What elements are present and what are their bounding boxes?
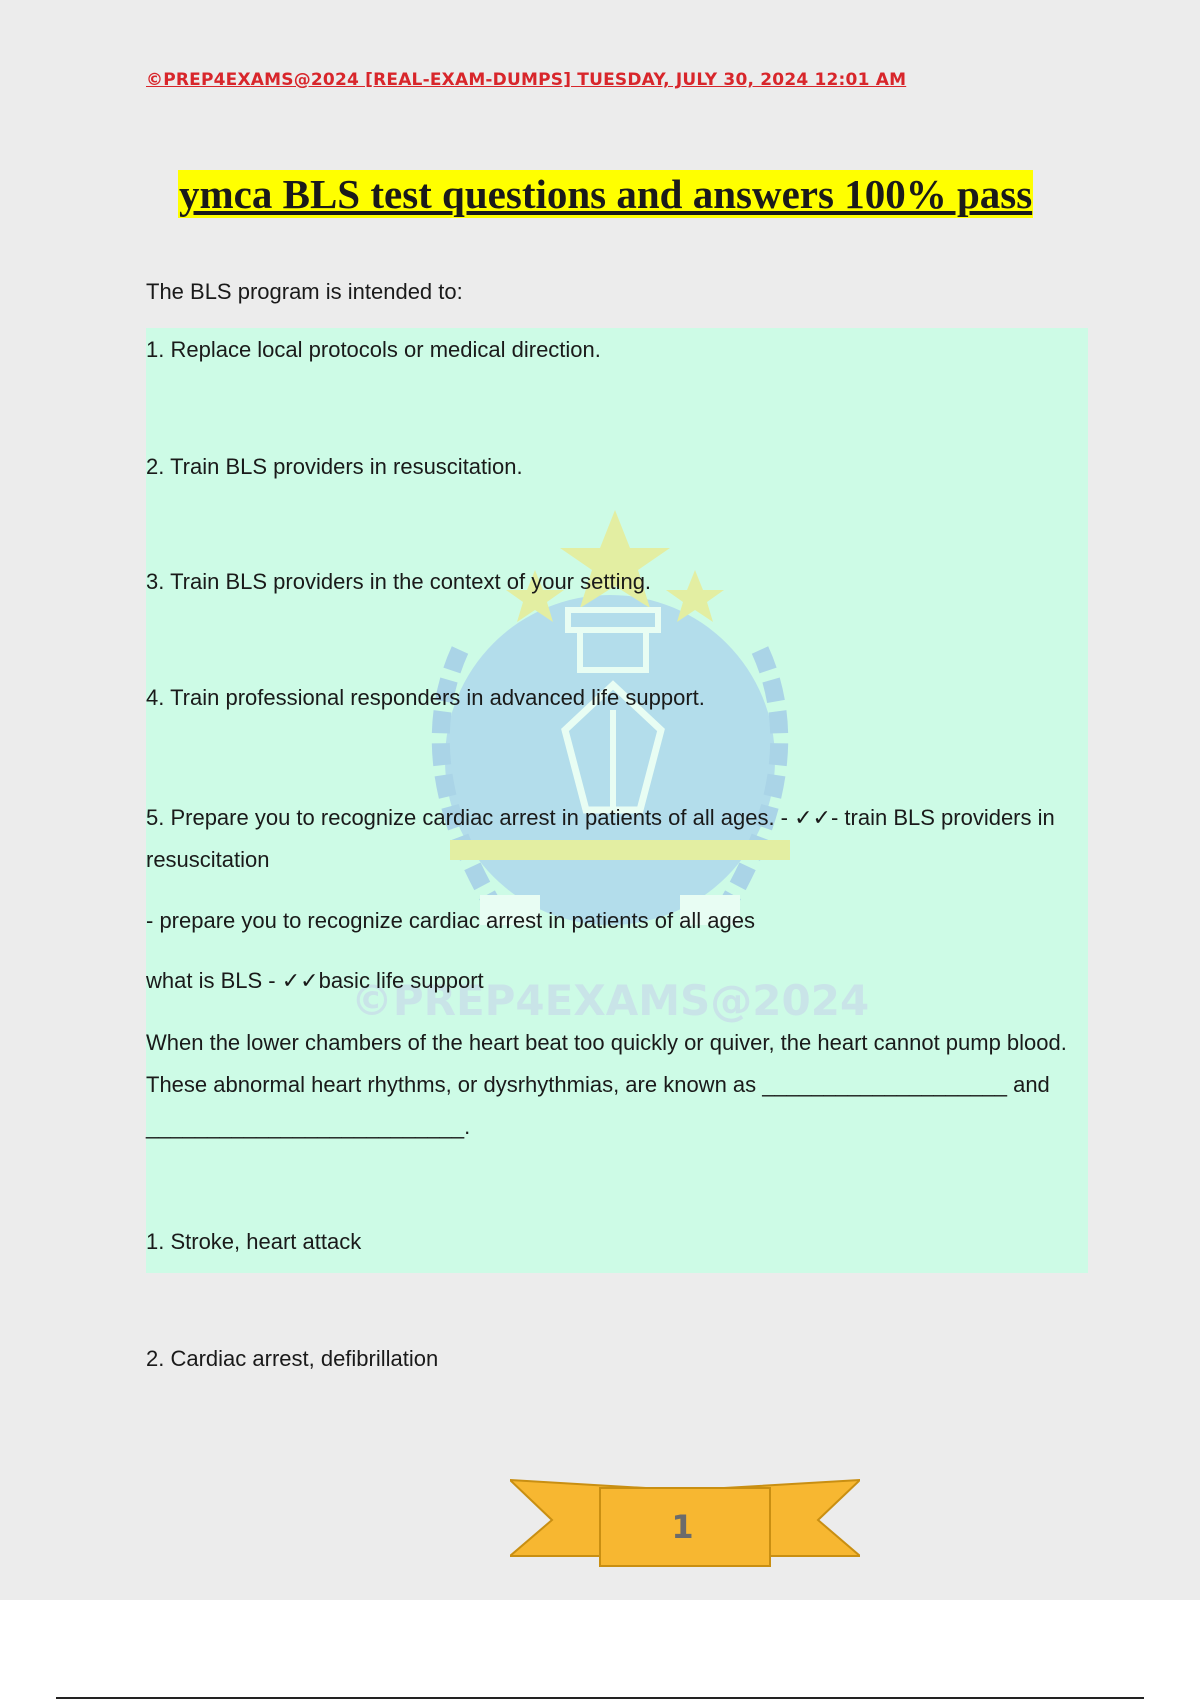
question-1-prompt: The BLS program is intended to: — [146, 279, 463, 304]
page-number: 1 — [671, 1508, 694, 1546]
watermark-text: ©PREP4EXAMS@2024 — [350, 976, 870, 1025]
next-page-edge — [0, 1600, 1200, 1700]
q1-option-5-with-answer: 5. Prepare you to recognize cardiac arrest in patients of all ages. - ✓✓- train BLS providers in resuscitation — [146, 805, 1055, 872]
q1-option-3: 3. Train BLS providers in the context of your setting. — [146, 569, 652, 594]
q3-option-1: 1. Stroke, heart attack — [146, 1229, 362, 1254]
q3-option-2: 2. Cardiac arrest, defibrillation — [146, 1346, 439, 1371]
document-title: ymca BLS test questions and answers 100% pass — [179, 171, 1033, 217]
q1-option-2: 2. Train BLS providers in resuscitation. — [146, 454, 523, 479]
q1-option-1: 1. Replace local protocols or medical direction. — [146, 337, 601, 362]
document-header: ©PREP4EXAMS@2024 [REAL-EXAM-DUMPS] TUESDAY, JULY 30, 2024 12:01 AM — [146, 70, 907, 90]
page-divider — [56, 1697, 1144, 1699]
question-2: what is BLS - ✓✓basic life support — [146, 968, 484, 993]
question-3-prompt: When the lower chambers of the heart beat too quickly or quiver, the heart cannot pump blood. These abnormal heart rhythms, or dysrhythmias, are known as ____________________ and __________________________. — [146, 1030, 1067, 1139]
q1-option-4: 4. Train professional responders in advanced life support. — [146, 685, 705, 710]
q1-answer-continued: - prepare you to recognize cardiac arrest in patients of all ages — [146, 908, 755, 933]
